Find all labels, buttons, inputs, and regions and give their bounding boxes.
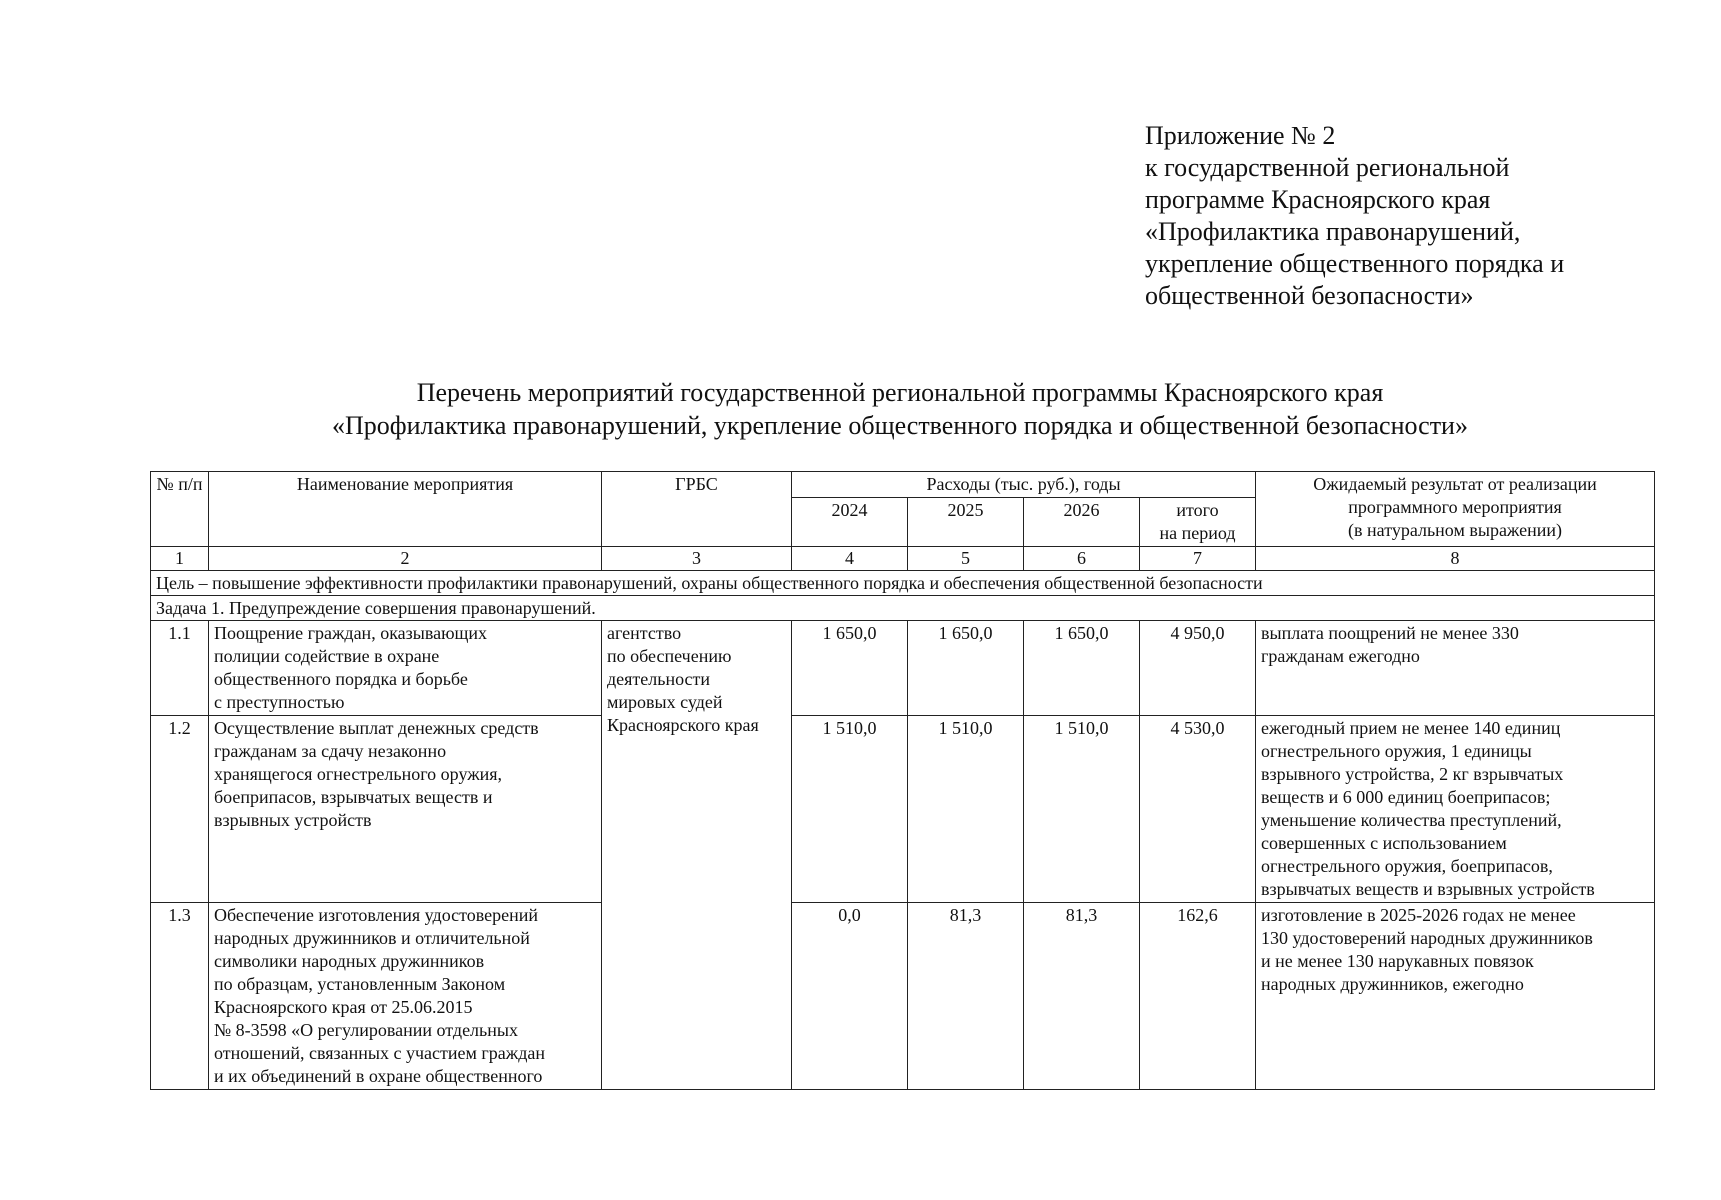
grbs-cell xyxy=(602,621,792,1090)
measure-name-line: с преступностью xyxy=(214,692,345,712)
grbs-line: мировых судей xyxy=(607,692,723,712)
grbs-line: агентство xyxy=(607,623,682,643)
header-expenses: Расходы (тыс. руб.), годы xyxy=(792,472,1256,498)
appendix-line: укрепление общественного порядка и xyxy=(1145,249,1565,278)
grbs-line: деятельности xyxy=(607,669,711,689)
measure-name-line: по образцам, установленным Законом xyxy=(214,974,506,994)
measure-name-line: Обеспечение изготовления удостоверений xyxy=(214,905,539,925)
measure-name-line: народных дружинников и отличительной xyxy=(214,928,530,948)
column-number: 2 xyxy=(209,547,602,571)
header-year-2025: 2025 xyxy=(908,498,1024,547)
expense-2026: 1 510,0 xyxy=(1024,716,1140,903)
measure-name-line: Осуществление выплат денежных средств xyxy=(214,718,539,738)
header-result xyxy=(1256,472,1655,547)
table-row xyxy=(151,716,1655,903)
result-line: взрывчатых веществ и взрывных устройств xyxy=(1261,879,1595,899)
measure-name xyxy=(209,903,602,1090)
measure-name-line: Поощрение граждан, оказывающих xyxy=(214,623,488,643)
column-numbers-row xyxy=(151,547,1655,571)
column-number: 4 xyxy=(792,547,908,571)
appendix-line: «Профилактика правонарушений, xyxy=(1145,217,1521,246)
expense-2024: 0,0 xyxy=(792,903,908,1090)
measure-name xyxy=(209,716,602,903)
column-number: 3 xyxy=(602,547,792,571)
grbs-line: Красноярского края xyxy=(607,715,759,735)
column-number: 7 xyxy=(1140,547,1256,571)
expense-2024: 1 650,0 xyxy=(792,621,908,716)
expense-total: 4 530,0 xyxy=(1140,716,1256,903)
expense-2025: 1 510,0 xyxy=(908,716,1024,903)
measure-name-line: боеприпасов, взрывчатых веществ и xyxy=(214,787,493,807)
title-line-2: «Профилактика правонарушений, укрепление общественного порядка и общественной безопасности» xyxy=(332,411,1468,440)
measure-name-line: взрывных устройств xyxy=(214,810,372,830)
expense-total: 4 950,0 xyxy=(1140,621,1256,716)
result-line: гражданам ежегодно xyxy=(1261,646,1420,666)
result-line: выплата поощрений не менее 330 xyxy=(1261,623,1519,643)
expense-2025: 1 650,0 xyxy=(908,621,1024,716)
column-number: 8 xyxy=(1256,547,1655,571)
measures-table xyxy=(150,471,1655,1090)
header-num: № п/п xyxy=(151,472,209,547)
column-number: 5 xyxy=(908,547,1024,571)
header-total-line: итого xyxy=(1176,500,1219,520)
result-line: изготовление в 2025-2026 годах не менее xyxy=(1261,905,1576,925)
header-result-line: (в натуральном выражении) xyxy=(1348,520,1563,540)
result-line: и не менее 130 нарукавных повязок xyxy=(1261,951,1534,971)
appendix-block xyxy=(1145,120,1564,312)
header-result-line: программного мероприятия xyxy=(1348,497,1562,517)
result-line: веществ и 6 000 единиц боеприпасов; xyxy=(1261,787,1551,807)
header-name: Наименование мероприятия xyxy=(209,472,602,547)
column-number: 6 xyxy=(1024,547,1140,571)
result-line: огнестрельного оружия, 1 единицы xyxy=(1261,741,1532,761)
expected-result xyxy=(1256,903,1655,1090)
measure-name-line: полиции содействие в охране xyxy=(214,646,440,666)
measure-name xyxy=(209,621,602,716)
title-line-1: Перечень мероприятий государственной региональной программы Красноярского края xyxy=(416,378,1384,407)
result-line: огнестрельного оружия, боеприпасов, xyxy=(1261,856,1553,876)
header-grbs: ГРБС xyxy=(602,472,792,547)
header-total xyxy=(1140,498,1256,547)
task-row xyxy=(151,596,1655,621)
expense-2026: 1 650,0 xyxy=(1024,621,1140,716)
task-text: Задача 1. Предупреждение совершения правонарушений. xyxy=(151,596,1655,621)
result-line: уменьшение количества преступлений, xyxy=(1261,810,1562,830)
expense-2026: 81,3 xyxy=(1024,903,1140,1090)
measure-name-line: гражданам за сдачу незаконно xyxy=(214,741,447,761)
result-line: совершенных с использованием xyxy=(1261,833,1507,853)
goal-text: Цель – повышение эффективности профилактики правонарушений, охраны общественного порядка и обеспечения общественной безопасности xyxy=(151,571,1655,596)
measure-name-line: хранящегося огнестрельного оружия, xyxy=(214,764,503,784)
document-title xyxy=(150,376,1650,442)
measure-name-line: отношений, связанных с участием граждан xyxy=(214,1043,545,1063)
measure-name-line: и их объединений в охране общественного xyxy=(214,1066,543,1086)
appendix-line: Приложение № 2 xyxy=(1145,121,1336,150)
appendix-line: программе Красноярского края xyxy=(1145,185,1491,214)
goal-row xyxy=(151,571,1655,596)
expense-2024: 1 510,0 xyxy=(792,716,908,903)
header-row xyxy=(151,472,1655,498)
expected-result xyxy=(1256,621,1655,716)
column-number: 1 xyxy=(151,547,209,571)
measure-name-line: символики народных дружинников xyxy=(214,951,485,971)
result-line: ежегодный прием не менее 140 единиц xyxy=(1261,718,1561,738)
measure-name-line: № 8-3598 «О регулировании отдельных xyxy=(214,1020,518,1040)
result-line: 130 удостоверений народных дружинников xyxy=(1261,928,1593,948)
header-result-line: Ожидаемый результат от реализации xyxy=(1313,474,1597,494)
measure-name-line: общественного порядка и борьбе xyxy=(214,669,468,689)
expected-result xyxy=(1256,716,1655,903)
header-total-line: на период xyxy=(1159,523,1236,543)
table-row xyxy=(151,903,1655,1090)
table-row xyxy=(151,621,1655,716)
measure-name-line: Красноярского края от 25.06.2015 xyxy=(214,997,473,1017)
row-number: 1.2 xyxy=(151,716,209,903)
grbs-line: по обеспечению xyxy=(607,646,732,666)
header-year-2026: 2026 xyxy=(1024,498,1140,547)
result-line: народных дружинников, ежегодно xyxy=(1261,974,1524,994)
result-line: взрывного устройства, 2 кг взрывчатых xyxy=(1261,764,1564,784)
expense-total: 162,6 xyxy=(1140,903,1256,1090)
expense-2025: 81,3 xyxy=(908,903,1024,1090)
row-number: 1.3 xyxy=(151,903,209,1090)
appendix-line: общественной безопасности» xyxy=(1145,281,1474,310)
appendix-line: к государственной региональной xyxy=(1145,153,1510,182)
header-year-2024: 2024 xyxy=(792,498,908,547)
row-number: 1.1 xyxy=(151,621,209,716)
